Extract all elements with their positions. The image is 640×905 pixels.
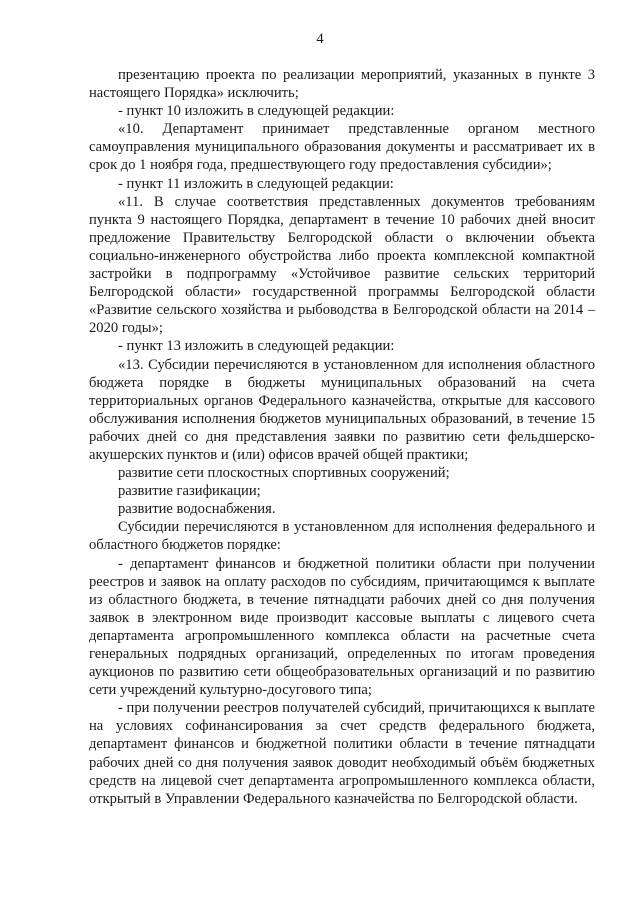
- document-body: [89, 66, 595, 808]
- paragraph: развитие водоснабжения.: [118, 501, 276, 518]
- paragraph: - пункт 11 изложить в следующей редакции:: [118, 175, 394, 192]
- paragraph: - департамент финансов и бюджетной политики области при получении реестров и заявок на оплату расходов по субсидиям, причитающимся к выплате из областного бюджета, в течение пятнадцати рабочих дней со дня получения заявок в электронном виде производит кассовые выплаты с лицевого счета департамента агропромышленного комплекса области на расчетные счета генеральных подрядных организаций, определенных по итогам проведения аукционов по развитию сети общеобразовательных организаций и по развитию сети учреждений культурно-досугового типа;: [89, 555, 595, 699]
- paragraph: «11. В случае соответствия представленных документов требованиям пункта 9 настоящего Порядка, департамент в течение 10 рабочих дней вносит предложение Правительству Белгородской области о включении объекта социально-инженерного обустройства либо проекта комплексной компактной застройки в подпрограмму «Устойчивое развитие сельских территорий Белгородской области» государственной программы Белгородской области «Развитие сельского хозяйства и рыбоводства в Белгородской области на 2014 – 2020 годы»;: [89, 193, 595, 337]
- paragraph: развитие газификации;: [118, 483, 261, 500]
- paragraph: «13. Субсидии перечисляются в установленном для исполнения областного бюджета порядке в бюджеты муниципальных образований на счета территориальных органов Федерального казначейства, открытые для кассового обслуживания исполнения бюджетов муниципальных образований, в течение 15 рабочих дней со дня представления заявки по развитию сети фельдшерско-акушерских пунктов и (или) офисов врачей общей практики;: [89, 356, 595, 463]
- paragraph: - при получении реестров получателей субсидий, причитающихся к выплате на условиях софинансирования за счет средств федерального бюджета, департамент финансов и бюджетной политики области в течение пятнадцати рабочих дней со дня получения заявок доводит необходимый объём бюджетных средств на лицевой счет департамента агропромышленного комплекса области, открытый в Управлении Федерального казначейства по Белгородской области.: [89, 700, 595, 807]
- paragraph: презентацию проекта по реализации мероприятий, указанных в пункте 3 настоящего Порядка» исключить;: [89, 67, 595, 102]
- paragraph: развитие сети плоскостных спортивных сооружений;: [118, 465, 450, 482]
- paragraph: - пункт 13 изложить в следующей редакции:: [118, 338, 395, 355]
- paragraph: «10. Департамент принимает представленные органом местного самоуправления муниципального образования документы и рассматривает их в срок до 1 ноября года, предшествующего году предоставления субсидии»;: [89, 121, 595, 174]
- paragraph: Субсидии перечисляются в установленном для исполнения федерального и областного бюджетов порядке:: [89, 519, 595, 554]
- page-number: 4: [316, 31, 324, 47]
- paragraph: - пункт 10 изложить в следующей редакции:: [118, 103, 395, 120]
